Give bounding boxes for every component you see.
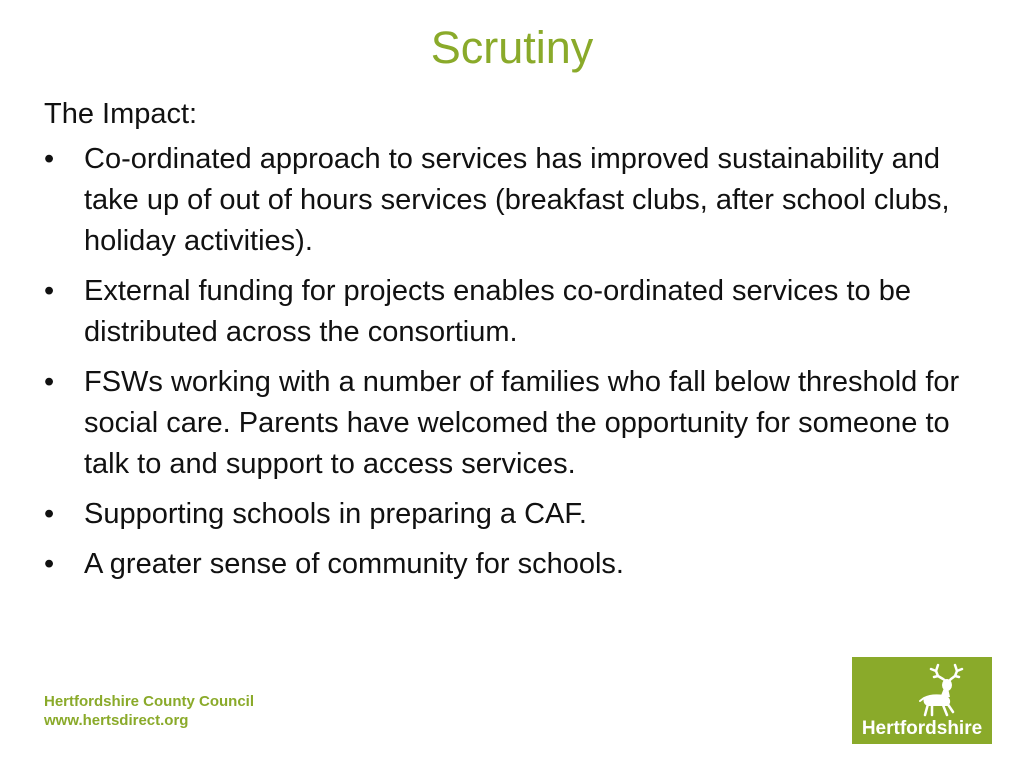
footer bbox=[44, 692, 254, 730]
bullet-item bbox=[44, 362, 994, 485]
bullet-text: Co-ordinated approach to services has improved sustainability and take up of out of hours services (breakfast clubs, after school clubs, holiday activities). bbox=[84, 143, 950, 257]
bullet-text: A greater sense of community for schools. bbox=[84, 548, 624, 580]
bullet-marker: • bbox=[44, 498, 55, 530]
stag-icon bbox=[852, 657, 992, 719]
slide-title: Scrutiny bbox=[430, 22, 594, 73]
bullet-item bbox=[44, 544, 994, 585]
impact-bullet-list bbox=[44, 139, 994, 585]
bullet-marker: • bbox=[44, 275, 55, 307]
bullet-text: Supporting schools in preparing a CAF. bbox=[84, 498, 587, 530]
bullet-marker: • bbox=[44, 548, 55, 580]
logo-wordmark: Hertfordshire bbox=[861, 718, 983, 739]
bullet-item bbox=[44, 271, 994, 353]
bullet-text: External funding for projects enables co-ordinated services to be distributed across the consortium. bbox=[84, 275, 911, 348]
slide-content bbox=[44, 94, 994, 594]
footer-organization: Hertfordshire County Council bbox=[44, 693, 255, 710]
bullet-text: FSWs working with a number of families who fall below threshold for social care. Parents have welcomed the opportunity for someone to talk to and support to access services. bbox=[84, 366, 960, 480]
hertfordshire-logo bbox=[852, 657, 992, 744]
impact-heading: The Impact: bbox=[44, 98, 198, 130]
footer-website-link[interactable]: www.hertsdirect.org bbox=[44, 712, 189, 729]
bullet-item bbox=[44, 494, 994, 535]
bullet-marker: • bbox=[44, 366, 55, 398]
bullet-item bbox=[44, 139, 994, 262]
bullet-marker: • bbox=[44, 143, 55, 175]
